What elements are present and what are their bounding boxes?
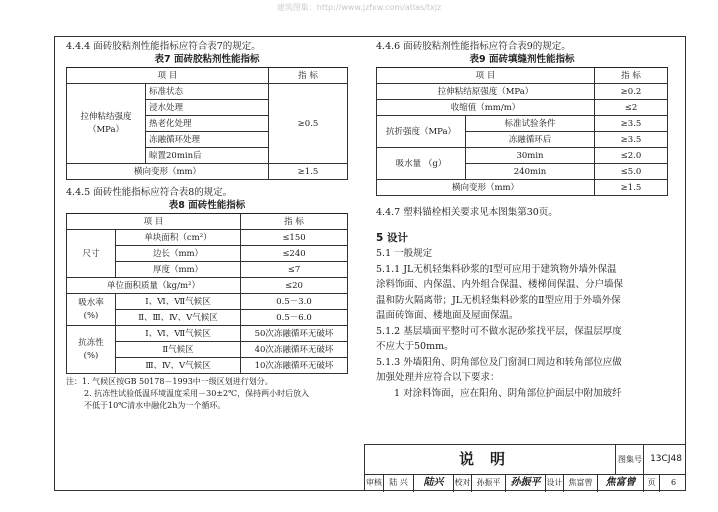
table9-shrink-value: ≤2 (595, 100, 668, 116)
table7 (66, 67, 348, 180)
table7-row-3: 冻融循环处理 (146, 132, 269, 148)
table8-frost-row-1-label: Ⅱ气候区 (116, 342, 241, 358)
table9-absorb-label: 吸水量 （g） (377, 148, 466, 180)
table7-row-2: 热老化处理 (146, 116, 269, 132)
note-line-2: 2. 抗冻性试验低温环境温度采用－30±2℃，保持两小时后放入 (84, 389, 310, 398)
table7-group-label: 拉伸粘结强度 （MPa） (67, 84, 146, 164)
clause-4-4-5: 4.4.5 面砖性能指标应符合表8的规定。 (66, 187, 233, 198)
table8-size-label: 尺寸 (67, 230, 116, 278)
note-line-1: 注：1. 气候区按GB 50178－1993中一级区划进行划分。 (66, 377, 273, 386)
table8-unit-mass-value: ≤20 (241, 278, 348, 294)
table8-frost-row-1-value: 40次冻融循环无破坏 (241, 342, 348, 358)
page-value: 6 (659, 474, 687, 492)
table9-absorb-row-0-value: ≤2.0 (595, 148, 668, 164)
table8-size-row-2-value: ≤7 (241, 262, 348, 278)
table9-bond-label: 拉伸粘结原强度（MPa） (377, 84, 595, 100)
table9-head-item: 项 目 (377, 68, 595, 84)
table8-notes (66, 376, 348, 412)
clause-4-4-7: 4.4.7 塑料锚栓相关要求见本图集第30页。 (376, 207, 558, 218)
table7-last-label: 横向变形（mm） (67, 164, 269, 180)
table8-absorb-row-1-value: 0.5－6.0 (241, 310, 348, 326)
table7-last-value: ≥1.5 (269, 164, 348, 180)
table8-size-row-0-value: ≤150 (241, 230, 348, 246)
table8-size-row-0-label: 单块面积（cm²） (116, 230, 241, 246)
drawing-title: 说明 (458, 450, 521, 468)
clause-4-4-4: 4.4.4 面砖胶粘剂性能指标应符合表7的规定。 (66, 41, 261, 52)
table9-absorb-row-0-label: 30min (466, 148, 595, 164)
table8-frost-row-2-value: 10次冻融循环无破坏 (241, 358, 348, 374)
clause-4-4-6: 4.4.6 面砖胶粘剂性能指标应符合表9的规定。 (376, 41, 571, 52)
check-signature: 孙振平 (505, 474, 545, 492)
design-label: 设计 (545, 474, 563, 492)
table9-flex-row-0-label: 标准试验条件 (466, 116, 595, 132)
section-5-1-title: 5.1 一般规定 (376, 248, 433, 259)
table8-frost-row-2-label: Ⅲ、Ⅳ、Ⅴ气候区 (116, 358, 241, 374)
table9-flex-row-0-value: ≥3.5 (595, 116, 668, 132)
table9-deform-value: ≥1.5 (595, 180, 668, 196)
table9-absorb-row-1-value: ≤5.0 (595, 164, 668, 180)
table9 (376, 67, 668, 196)
table8-frost-label: 抗冻性 (%) (67, 326, 116, 374)
table7-row-0: 标准状态 (146, 84, 269, 100)
table9-flex-label: 抗折强度（MPa） (377, 116, 466, 148)
table9-caption: 表9 面砖填缝剂性能指标 (469, 54, 575, 65)
table8-size-row-1-value: ≤240 (241, 246, 348, 262)
table8-head-item: 项 目 (67, 214, 241, 230)
audit-label: 审核 (366, 478, 382, 487)
table8-absorb-row-1-label: Ⅱ、Ⅲ、Ⅳ、Ⅴ气候区 (116, 310, 241, 326)
table8-frost-row-0-label: Ⅰ、Ⅵ、Ⅶ气候区 (116, 326, 241, 342)
table9-flex-row-1-value: ≥3.5 (595, 132, 668, 148)
left-column (66, 40, 348, 412)
table8-absorb-label: 吸水率 (%) (67, 294, 116, 326)
paragraph-5-1-3: 5.1.3 外墙阳角、阴角部位及门窗洞口周边和转角部位应做 加强处理并应符合以下要求： 1 对涂料饰面，应在阳角、阴角部位护面层中附加玻纤 (376, 356, 622, 399)
table8-absorb-row-0-value: 0.5－3.0 (241, 294, 348, 310)
table8-head-index: 指 标 (241, 214, 348, 230)
watermark: 建筑图集：http://www.jzfxw.com/atlas/txjz (276, 3, 442, 12)
table9-bond-value: ≥0.2 (595, 84, 668, 100)
page-label: 页 (643, 474, 659, 492)
table7-head-index: 指 标 (269, 68, 348, 84)
check-label: 校对 (453, 474, 471, 492)
table8-frost-row-0-value: 50次冻融循环无破坏 (241, 326, 348, 342)
table9-flex-row-1-label: 冻融循环后 (466, 132, 595, 148)
audit-name: 陆 兴 (383, 474, 413, 492)
paragraph-5-1-1: 5.1.1 JL无机轻集料砂浆的Ⅰ型可应用于建筑物外墙外保温 涂料饰面、内保温、内外组合保温、楼梯间保温、分户墙保 温和防火隔离带；JL无机轻集料砂浆的Ⅱ型应用于外墙外保 温面砖饰面、楼地面及屋面保温。 (376, 263, 624, 321)
design-name: 焦富曾 (563, 474, 597, 492)
table7-caption: 表7 面砖胶粘剂性能指标 (154, 54, 260, 65)
table7-row-1: 浸水处理 (146, 100, 269, 116)
table9-shrink-label: 收缩值（mm/m） (377, 100, 595, 116)
table9-deform-label: 横向变形（mm） (377, 180, 595, 196)
table8-size-row-1-label: 边长（mm） (116, 246, 241, 262)
set-number-label: 图集号 (615, 445, 644, 474)
right-column (376, 40, 668, 401)
table8-unit-mass-label: 单位面积质量（kg/m²） (67, 278, 241, 294)
table9-head-index: 指 标 (595, 68, 668, 84)
note-line-3: 不低于10℃清水中融化2h为一个循环。 (84, 401, 226, 410)
section-5-title: 5 设计 (376, 232, 408, 244)
check-name: 孙振平 (471, 474, 505, 492)
table9-absorb-row-1-label: 240min (466, 164, 595, 180)
table7-group-value: ≥0.5 (269, 84, 348, 164)
audit-signature: 陆兴 (413, 474, 453, 492)
table8-size-row-2-label: 厚度（mm） (116, 262, 241, 278)
table7-head-item: 项 目 (67, 68, 269, 84)
table8 (66, 213, 348, 374)
paragraph-5-1-2: 5.1.2 基层墙面平整时可不做水泥砂浆找平层，保温层厚度 不应大于50mm。 (376, 325, 622, 352)
table7-row-4: 晾置20min后 (146, 148, 269, 164)
design-signature: 焦富曾 (597, 474, 643, 492)
set-number-value: 13CJ48 (643, 445, 688, 474)
table8-caption: 表8 面砖性能指标 (168, 200, 246, 211)
table8-absorb-row-0-label: Ⅰ、Ⅵ、Ⅶ气候区 (116, 294, 241, 310)
title-block (364, 444, 686, 491)
